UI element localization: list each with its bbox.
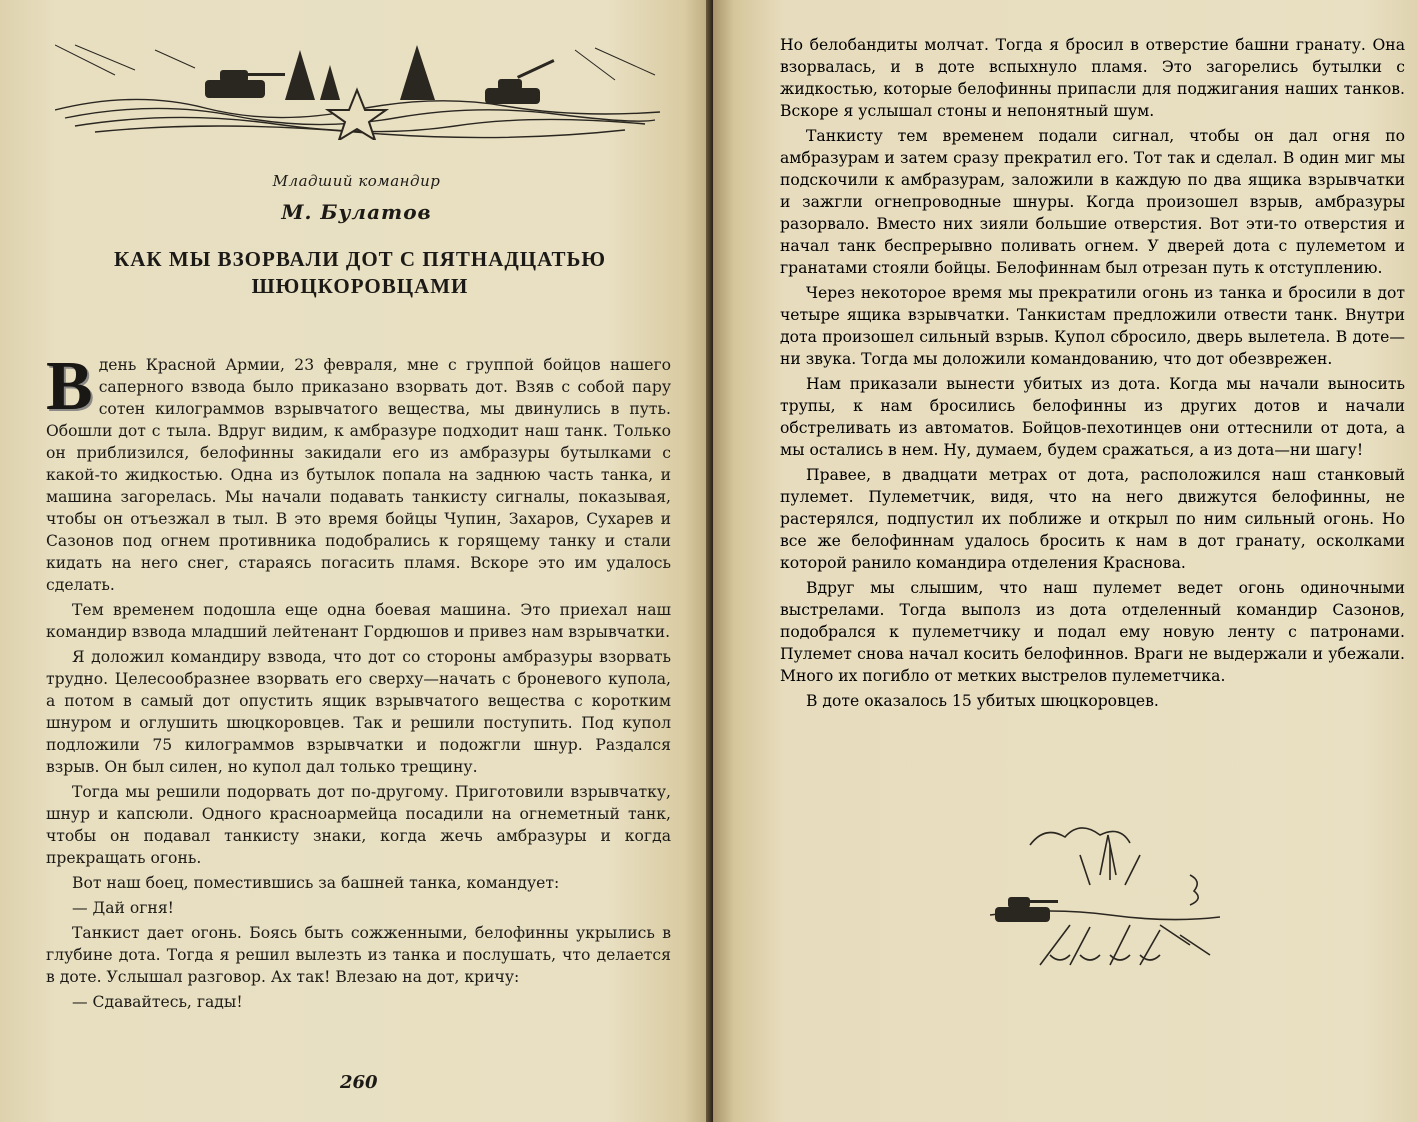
right-page-body xyxy=(780,34,1405,715)
paragraph: Правее, в двадцати метрах от дота, расположился наш станковый пулемет. Пулеметчик, видя, что на него движутся белофинны, не растерялся, подпустил их поближе и открыл по ним сильный огонь. Но все же белофиннам удалось бросить к нам в дот гранату, осколками которой ранило командира отделения Краснова. xyxy=(780,466,1405,572)
author-rank: Младший командир xyxy=(272,172,441,190)
paragraph: Я доложил командиру взвода, что дот со стороны амбразуры взорвать трудно. Целесообразнее взорвать его сверху—начать с броневого купола, а потом в самый дот опустить ящик взрывчатого вещества с коротким шнуром и оглушить шюцкоровцев. Так и решили поступить. Под купол подложили 75 килограммов взрывчатки и подожгли шнур. Раздался взрыв. Он был силен, но купол дал только трещину. xyxy=(46,648,671,776)
left-page-body xyxy=(46,348,671,1016)
paragraph: Танкисту тем временем подали сигнал, чтобы он дал огня по амбразурам и затем сразу прекратил его. Тот так и сделал. В один миг мы подскочили к амбразурам, заложили в каждую по два ящика взрывчатки и зажгли огнепроводные шнуры. Когда произошел взрыв, амбразуры разорвало. Вместо них зияли большие отверстия. Вот эти-то отверстия и начал танк беспрерывно поливать огнем. У дверей дота с пулеметом и гранатами стояли бойцы. Белофиннам был отрезан путь к отступлению. xyxy=(780,127,1405,277)
paragraph: Тем временем подошла еще одна боевая машина. Это приехал наш командир взвода младший лейтенант Гордюшов и привез нам взрывчатки. xyxy=(46,601,671,641)
paragraph: Танкист дает огонь. Боясь быть сожженными, белофинны укрылись в глубине дота. Тогда я решил вылезть из танка и послушать, что делается в доте. Услышал разговор. Ах так! Влезаю на дот, кричу: xyxy=(46,924,671,986)
paragraph: Вот наш боец, поместившись за башней танка, командует: xyxy=(72,874,560,892)
paragraph: В доте оказалось 15 убитых шюцкоровцев. xyxy=(806,692,1159,710)
paragraph: Через некоторое время мы прекратили огонь из танка и бросили в дот четыре ящика взрывчатки. Танкистам предложили отвести танк. Внутри дота произошел сильный взрыв. Купол сбросило, дверь вылетела. В доте—ни звука. Тогда мы доложили командованию, что дот обезврежен. xyxy=(780,284,1405,368)
paragraph: — Сдавайтесь, гады! xyxy=(72,993,243,1011)
paragraph: Нам приказали вынести убитых из дота. Когда мы начали выносить трупы, к нам бросились белофинны из других дотов и начали обстреливать из автоматов. Бойцов-пехотинцев они оттеснили от дота, а мы остались в нем. Ну, думаем, будем сражаться, а из дота—ни шагу! xyxy=(780,375,1405,459)
paragraph: Тогда мы решили подорвать дот по-другому. Приготовили взрывчатку, шнур и капсюли. Одного красноармейца посадили на огнеметный танк, чтобы он подавал танкисту знаки, когда жечь амбразуры и когда прекращать огонь. xyxy=(46,783,671,867)
footer-tank-explosion-illustration xyxy=(990,815,1220,985)
paragraph xyxy=(46,348,671,596)
paragraph: Но белобандиты молчат. Тогда я бросил в отверстие башни гранату. Она взорвалась, и в доте вспыхнуло пламя. Это загорелись бутылки с жидкостью, которые белофинны припасли для поджигания наших танков. Вскоре я услышал стоны и непонятный шум. xyxy=(780,36,1405,120)
paragraph: Вдруг мы слышим, что наш пулемет ведет огонь одиночными выстрелами. Тогда выполз из дота отделенный командир Сазонов, подобрался к пулеметчику и подал ему новую ленту с патронами. Пулемет снова начал косить белофиннов. Враги не выдержали и убежали. Много их погибло от метких выстрелов пулеметчика. xyxy=(780,579,1405,685)
paragraph: — Дай огня! xyxy=(72,899,174,917)
header-vignette-illustration xyxy=(55,40,660,140)
story-title: КАК МЫ ВЗОРВАЛИ ДОТ С ПЯТНАДЦАТЬЮ ШЮЦКОРОВЦАМИ xyxy=(114,247,606,298)
drop-cap: В xyxy=(46,348,93,425)
author-name: М. Булатов xyxy=(281,200,432,224)
paragraph-text: день Красной Армии, 23 февраля, мне с группой бойцов нашего саперного взвода было приказано взорвать дот. Взяв с собой пару сотен килограммов взрывчатого вещества, мы двинулись в путь. Обошли дот с тыла. Вдруг видим, к амбразуре подходит наш танк. Только он приблизился, белофинны закидали его из амбразуры бутылками с какой-то жидкостью. Одна из бутылок попала на заднюю часть танка, и машина загорелась. Мы начали подавать танкисту сигналы, показывая, чтобы он отъезжал в тыл. В это время бойцы Чупин, Захаров, Сухарев и Сазонов под огнем противника подобрались к горящему танку и стали кидать на него снег, стараясь погасить пламя. Вскоре это им удалось сделать. xyxy=(46,356,671,594)
page-number: 260 xyxy=(340,1072,378,1093)
